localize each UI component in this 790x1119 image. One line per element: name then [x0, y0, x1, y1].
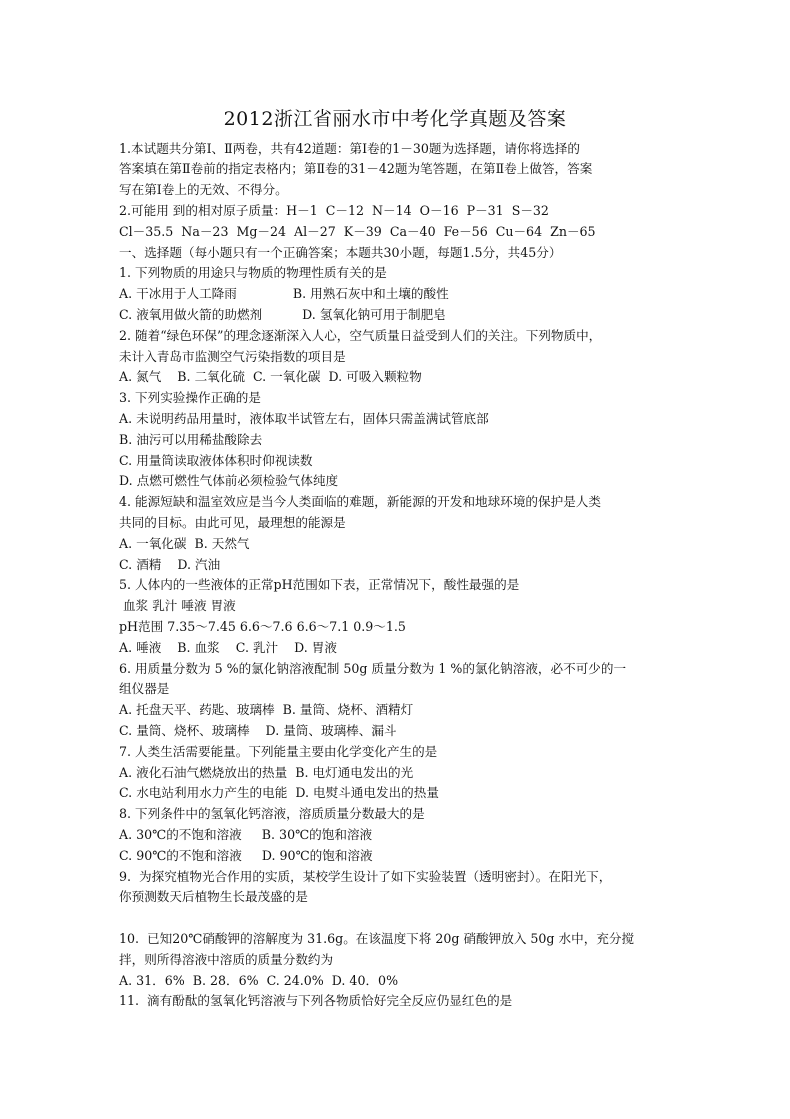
text-line: C. 酒精 D. 汽油	[119, 557, 221, 572]
text-line: C. 量筒、烧杯、玻璃棒 D. 量筒、玻璃棒、漏斗	[119, 723, 397, 738]
text-line: 2. 随着“绿色环保”的理念逐渐深入人心，空气质量日益受到人们的关注。下列物质中，	[119, 328, 602, 343]
text-line: pH范围 7.35～7.45 6.6～7.6 6.6～7.1 0.9～1.5	[119, 619, 406, 634]
text-line: 未计入青岛市监测空气污染指数的项目是	[119, 349, 346, 364]
text-line: 共同的目标。由此可见，最理想的能源是	[119, 515, 346, 530]
text-line: C. 液氧用做火箭的助燃剂 D. 氢氧化钠可用于制肥皂	[119, 307, 446, 322]
text-line: C. 水电站利用水力产生的电能 D. 电熨斗通电发出的热量	[119, 785, 439, 800]
text-line: 组仪器是	[119, 681, 170, 696]
text-line: 你预测数天后植物生长最茂盛的是	[119, 889, 308, 904]
text-line: C. 90℃的不饱和溶液 D. 90℃的饱和溶液	[119, 848, 373, 863]
text-line: 5. 人体内的一些液体的正常pH范围如下表，正常情况下，酸性最强的是	[119, 577, 520, 592]
text-line: A. 氮气 B. 二氧化硫 C. 一氧化碳 D. 可吸入颗粒物	[119, 369, 422, 384]
text-line: 3. 下列实验操作正确的是	[119, 390, 261, 405]
text-line: 血浆 乳汁 唾液 胃液	[119, 598, 236, 613]
text-line: B. 油污可以用稀盐酸除去	[119, 432, 263, 447]
text-line: 1. 下列物质的用途只与物质的物理性质有关的是	[119, 265, 387, 280]
text-line: A. 未说明药品用量时，液体取半试管左右，固体只需盖满试管底部	[119, 411, 489, 426]
text-line: 7. 人类生活需要能量。下列能量主要由化学变化产生的是	[119, 744, 438, 759]
text-line: 9. 为探究植物光合作用的实质，某校学生设计了如下实验装置（透明密封）。在阳光下，	[119, 869, 612, 884]
text-line: 一、选择题（每小题只有一个正确答案；本题共30小题，每题1.5分，共45分）	[119, 245, 562, 260]
page-title: 2012浙江省丽水市中考化学真题及答案	[223, 108, 567, 130]
text-line: D. 点燃可燃性气体前必须检验气体纯度	[119, 473, 339, 488]
text-line: 拌，则所得溶液中溶质的质量分数约为	[119, 952, 334, 967]
text-line: A. 液化石油气燃烧放出的热量 B. 电灯通电发出的光	[119, 765, 414, 780]
text-line: A. 托盘天平、药匙、玻璃棒 B. 量筒、烧杯、酒精灯	[119, 702, 414, 717]
text-line: 答案填在第Ⅱ卷前的指定表格内；第Ⅱ卷的31－42题为笔答题，在第Ⅱ卷上做答，答案	[119, 161, 593, 176]
text-line: A. 31．6% B. 28．6% C. 24.0% D. 40．0%	[119, 973, 399, 988]
text-line: 6. 用质量分数为 5 %的氯化钠溶液配制 50g 质量分数为 1 %的氯化钠溶液，必不可少的一	[119, 661, 627, 676]
text-line: A. 干冰用于人工降雨 B. 用熟石灰中和土壤的酸性	[119, 286, 449, 301]
text-line: 10. 已知20℃硝酸钾的溶解度为 31.6g。在该温度下将 20g 硝酸钾放入 50g 水中，充分搅	[119, 931, 635, 946]
text-line: 写在第Ⅰ卷上的无效、不得分。	[119, 182, 288, 197]
text-line: A. 唾液 B. 血浆 C. 乳汁 D. 胃液	[119, 640, 337, 655]
text-line: 8. 下列条件中的氢氧化钙溶液，溶质质量分数最大的是	[119, 806, 425, 821]
text-line: 1.本试题共分第Ⅰ、Ⅱ两卷，共有42道题：第Ⅰ卷的1－30题为选择题，请你将选择的	[119, 141, 580, 156]
text-line: 11. 滴有酚酞的氢氧化钙溶液与下列各物质恰好完全反应仍显红色的是	[119, 993, 513, 1008]
text-line: A. 30℃的不饱和溶液 B. 30℃的饱和溶液	[119, 827, 373, 842]
text-line: 2.可能用 到的相对原子质量：H－1 C－12 N－14 O－16 P－31 S－32	[119, 203, 549, 218]
text-line: A. 一氧化碳 B. 天然气	[119, 536, 250, 551]
text-line: Cl－35.5 Na－23 Mg－24 Al－27 K－39 Ca－40 Fe－56 Cu－64 Zn－65	[119, 224, 596, 239]
text-line: C. 用量筒读取液体体积时仰视读数	[119, 453, 313, 468]
text-line: 4. 能源短缺和温室效应是当今人类面临的难题，新能源的开发和地球环境的保护是人类	[119, 494, 601, 509]
